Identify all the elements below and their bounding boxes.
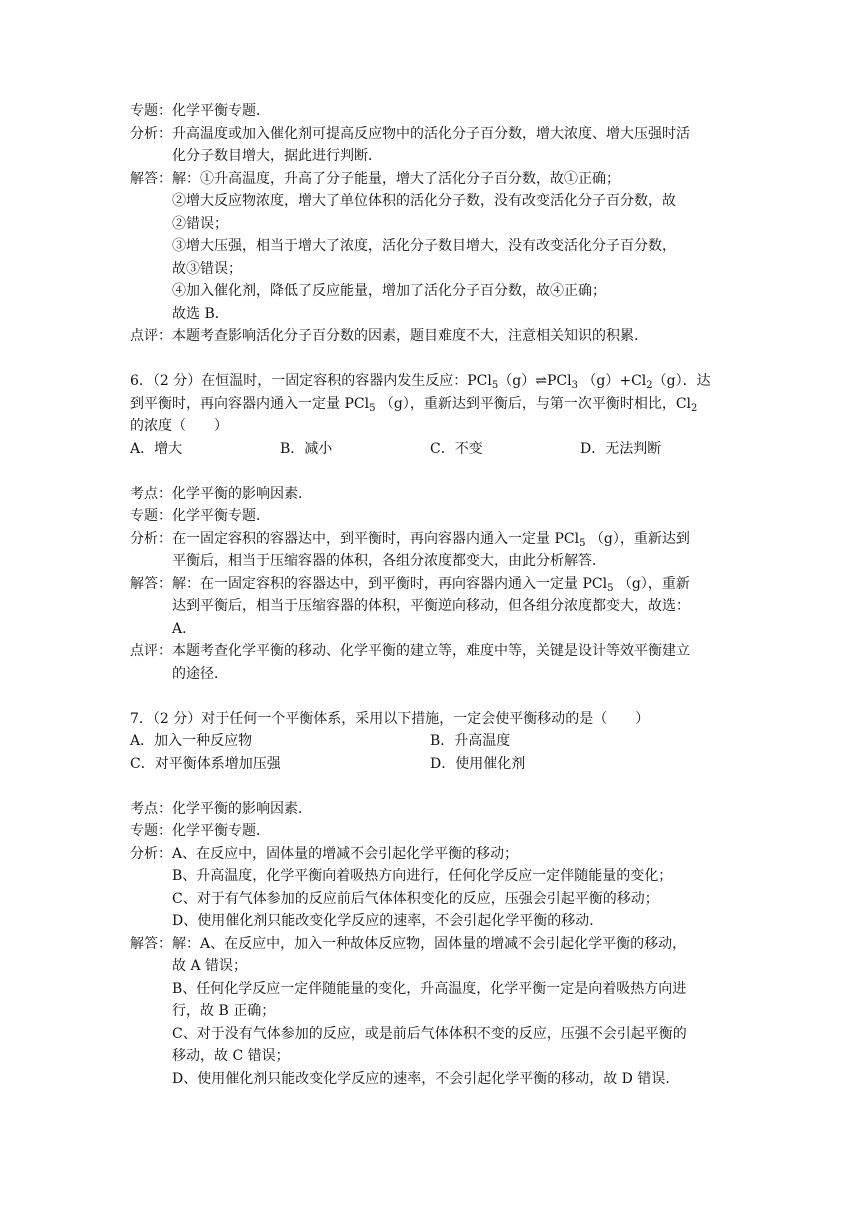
q6-stem-line1: 6．（2 分）在恒温时，一固定容积的容器内发生反应：PCl$_5$（g）⇌PCl$_3$ $(g)+Cl_2(g)$．达 bbox=[130, 373, 711, 391]
q5-explanation bbox=[130, 100, 740, 348]
q6-answer-choice: A． bbox=[172, 620, 197, 637]
q7-topic: 专题：化学平衡专题． bbox=[130, 823, 270, 839]
q6-option-c: C．不变 bbox=[430, 440, 483, 457]
q6-option-d: D．无法判断 bbox=[580, 440, 662, 457]
q6-answer: 解答：解：在一固定容积的容器达中，到平衡时，再向容器内通入一定量 PCl$_5$ （g），重新 bbox=[130, 575, 690, 594]
q5-analysis-cont: 化分子数目增大，据此进行判断． bbox=[172, 148, 382, 164]
q7-answer-b: B、任何化学反应一定伴随能量的变化，升高温度，化学平衡一定是向着吸热方向进 bbox=[172, 980, 687, 997]
q7-analysis-b: B、升高温度，化学平衡向着吸热方向进行，任何化学反应一定伴随能量的变化； bbox=[172, 868, 673, 884]
q5-analysis: 分析：升高温度或加入催化剂可提高反应物中的活化分子百分数，增大浓度、增大压强时活 bbox=[130, 125, 690, 142]
q6-topic: 专题：化学平衡专题． bbox=[130, 508, 270, 524]
q6-answer-cont: 达到平衡后，相当于压缩容器的体积，平衡逆向移动，但各组分浓度都变大，故选： bbox=[172, 598, 690, 614]
q6-comment-cont: 的途径． bbox=[172, 665, 228, 682]
q5-answer-choice: 故选 B． bbox=[172, 305, 229, 322]
q7-answer-c: C、对于没有气体参加的反应，或是前后气体体积不变的反应，压强不会引起平衡的 bbox=[172, 1025, 687, 1042]
q5-topic: 专题：化学平衡专题． bbox=[130, 103, 270, 119]
q6-explanation bbox=[130, 483, 740, 686]
q7-options-row2 bbox=[130, 753, 740, 776]
q6-stem-line3: 的浓度（ ） bbox=[130, 418, 228, 434]
q5-answer: 解答：解：①升高温度，升高了分子能量，增大了活化分子百分数，故①正确； bbox=[130, 170, 620, 187]
q5-comment: 点评：本题考查影响活化分子百分数的因素，题目难度不大，注意相关知识的积累． bbox=[130, 328, 648, 344]
q6-option-b: B．减小 bbox=[280, 440, 333, 457]
q7-options-row1 bbox=[130, 730, 740, 753]
q7-analysis-a: 分析：A、在反应中，固体量的增减不会引起化学平衡的移动； bbox=[130, 845, 519, 862]
q7-answer-a: 解答：解：A、在反应中，加入一种故体反应物，固体量的增减不会引起化学平衡的移动， bbox=[130, 935, 687, 952]
q7-analysis-c: C、对于有气体参加的反应前后气体体积变化的反应，压强会引起平衡的移动； bbox=[172, 890, 659, 907]
q7-answer-b-cont: 行，故 B 正确； bbox=[172, 1003, 276, 1019]
q5-answer-4: ④加入催化剂，降低了反应能量，增加了活化分子百分数，故④正确； bbox=[172, 283, 606, 299]
q7-point: 考点：化学平衡的影响因素． bbox=[130, 800, 312, 817]
q6-analysis-cont: 平衡后，相当于压缩容器的体积，各组分浓度都变大，由此分析解答． bbox=[172, 553, 606, 569]
q6-option-a: A．增大 bbox=[130, 440, 183, 457]
q7-stem: 7．（2 分）对于任何一个平衡体系，采用以下措施，一定会使平衡移动的是（ ） bbox=[130, 710, 650, 727]
q7-analysis-d: D、使用催化剂只能改变化学反应的速率，不会引起化学平衡的移动． bbox=[172, 913, 604, 929]
q7-option-c: C．对平衡体系增加压强 bbox=[130, 755, 281, 772]
q5-answer-2b: ②错误； bbox=[172, 215, 228, 232]
q6-stem-line2: 到平衡时，再向容器内通入一定量 PCl$_5$ （g），重新达到平衡后，与第一次平衡时相比，$Cl_2$ bbox=[130, 395, 698, 414]
q7-answer-c-cont: 移动，故 C 错误； bbox=[172, 1048, 290, 1064]
document-page bbox=[130, 100, 740, 1090]
question-6 bbox=[130, 370, 740, 460]
q5-answer-3b: 故③错误； bbox=[172, 260, 242, 277]
q7-option-b: B．升高温度 bbox=[430, 733, 511, 749]
q7-explanation bbox=[130, 798, 740, 1091]
q6-point: 考点：化学平衡的影响因素． bbox=[130, 485, 312, 502]
q7-answer-a-cont: 故 A 错误； bbox=[172, 958, 248, 974]
q7-answer-d: D、使用催化剂只能改变化学反应的速率，不会引起化学平衡的移动，故 D 错误． bbox=[172, 1070, 680, 1087]
q7-option-d: D．使用催化剂 bbox=[430, 755, 526, 772]
q7-option-a: A．加入一种反应物 bbox=[130, 733, 253, 749]
question-7 bbox=[130, 708, 740, 776]
q6-options bbox=[130, 438, 740, 461]
q5-answer-2: ②增大反应物浓度，增大了单位体积的活化分子数，没有改变活化分子百分数，故 bbox=[172, 193, 676, 209]
q6-comment: 点评：本题考查化学平衡的移动、化学平衡的建立等，难度中等，关键是设计等效平衡建立 bbox=[130, 643, 690, 659]
q5-answer-3: ③增大压强，相当于增大了浓度，活化分子数目增大，没有改变活化分子百分数， bbox=[172, 238, 676, 254]
q6-analysis: 分析：在一固定容积的容器达中，到平衡时，再向容器内通入一定量 PCl$_5$ （g），重新达到 bbox=[130, 530, 690, 549]
